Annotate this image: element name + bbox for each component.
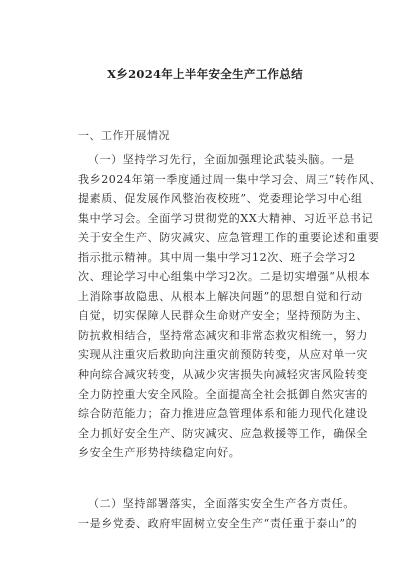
paragraph-line: 上消除事故隐患、从根本上解决问题”的思想自觉和行动 (78, 289, 363, 303)
section-heading: 一、工作开展情况 (78, 129, 170, 142)
paragraph-line: 提素质、促发展作风整治夜校班”、党委理论学习中心组 (78, 192, 363, 206)
paragraph-line: （一）坚持学习先行，全面加强理论武装头脑。一是 (88, 153, 355, 166)
paragraph-line: 集中学习会。全面学习贯彻党的XX大精神、习近平总书记 (78, 211, 374, 225)
paragraph-line: 关于安全生产、防灾减灾、应急管理工作的重要论述和重要 (78, 231, 380, 245)
paragraph-line: 我乡2024年第一季度通过周一集中学习会、周三“转作风、 (78, 172, 382, 186)
paragraph-line: （二）坚持部署落实，全面落实安全生产各方责任。 (88, 497, 355, 510)
paragraph-line: 全力防控重大安全风险。全面提高全社会抵御自然灾害的 (78, 387, 368, 401)
paragraph-line: 一是乡党委、政府牢固树立安全生产“责任重于泰山”的 (78, 516, 358, 530)
paragraph-line: 实现从注重灾后救助向注重灾前预防转变，从应对单一灾 (78, 348, 368, 362)
paragraph-line: 全力抓好安全生产、防灾减灾、应急救援等工作，确保全 (78, 426, 368, 440)
paragraph-2 (78, 494, 358, 533)
paragraph-line: 指示批示精神。其中周一集中学习12次、班子会学习2 (78, 250, 356, 264)
paragraph-line: 乡安全生产形势持续稳定向好。 (78, 446, 241, 460)
document-title: X乡2024年上半年安全生产工作总结 (107, 67, 303, 81)
paragraph-line: 次、理论学习中心组集中学习2次。二是切实增强“从根本 (78, 270, 371, 284)
paragraph-1 (78, 150, 382, 463)
paragraph-line: 自觉，切实保障人民群众生命财产安全；坚持预防为主、 (78, 309, 368, 323)
paragraph-line: 防抗救相结合，坚持常态减灾和非常态救灾相统一，努力 (78, 328, 368, 342)
paragraph-line: 综合防范能力；奋力推进应急管理体系和能力现代化建设 (78, 407, 368, 421)
paragraph-line: 种向综合减灾转变，从减少灾害损失向减轻灾害风险转变 (78, 368, 368, 382)
